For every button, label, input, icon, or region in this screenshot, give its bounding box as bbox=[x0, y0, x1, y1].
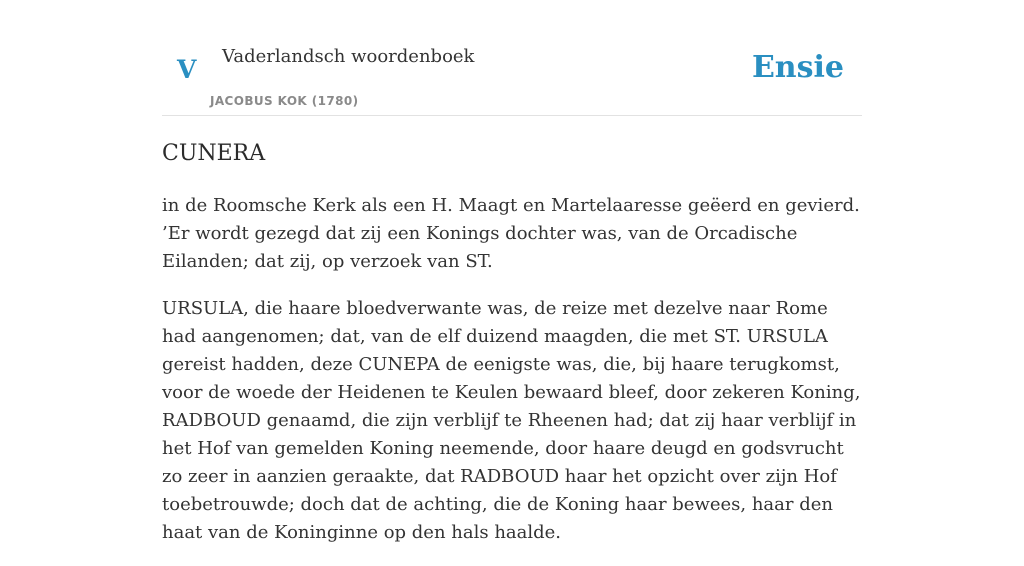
book-letter-icon[interactable]: V bbox=[177, 55, 197, 84]
entry-paragraph: in de Roomsche Kerk als een H. Maagt en Martelaaresse geëerd en gevierd. ’Er wordt gezegd dat zij een Konings dochter was, van de Orcadische Eilanden; dat zij, op verzoek van ST. bbox=[162, 195, 860, 272]
entry-paragraph: URSULA, die haare bloedverwante was, de reize met dezelve naar Rome had aangenomen; dat, van de elf duizend maagden, die met ST. URSULA gereist hadden, deze CUNEPA de eenigste was, die, bij haare terugkomst, voor de woede der Heidenen te Keulen bewaard bleef, door zekeren Koning, RADBOUD genaamd, die zijn verblijf te Rheenen had; dat zij haar verblijf in het Hof van gemelden Koning neemende, door haare deugd en godsvrucht zo zeer in aanzien geraakte, dat RADBOUD haar het opzicht over zijn Hof toebetrouwde; doch dat de achting, die de Koning haar bewees, haar den haat van de Koninginne op den hals haalde. bbox=[162, 298, 861, 543]
entry-body bbox=[162, 192, 862, 566]
ensie-logo[interactable]: Ensie bbox=[751, 50, 844, 85]
entry-title: CUNERA bbox=[162, 141, 266, 166]
book-author: JACOBUS KOK (1780) bbox=[210, 94, 359, 108]
book-title[interactable]: Vaderlandsch woordenboek bbox=[222, 46, 475, 67]
dictionary-header bbox=[162, 0, 862, 116]
